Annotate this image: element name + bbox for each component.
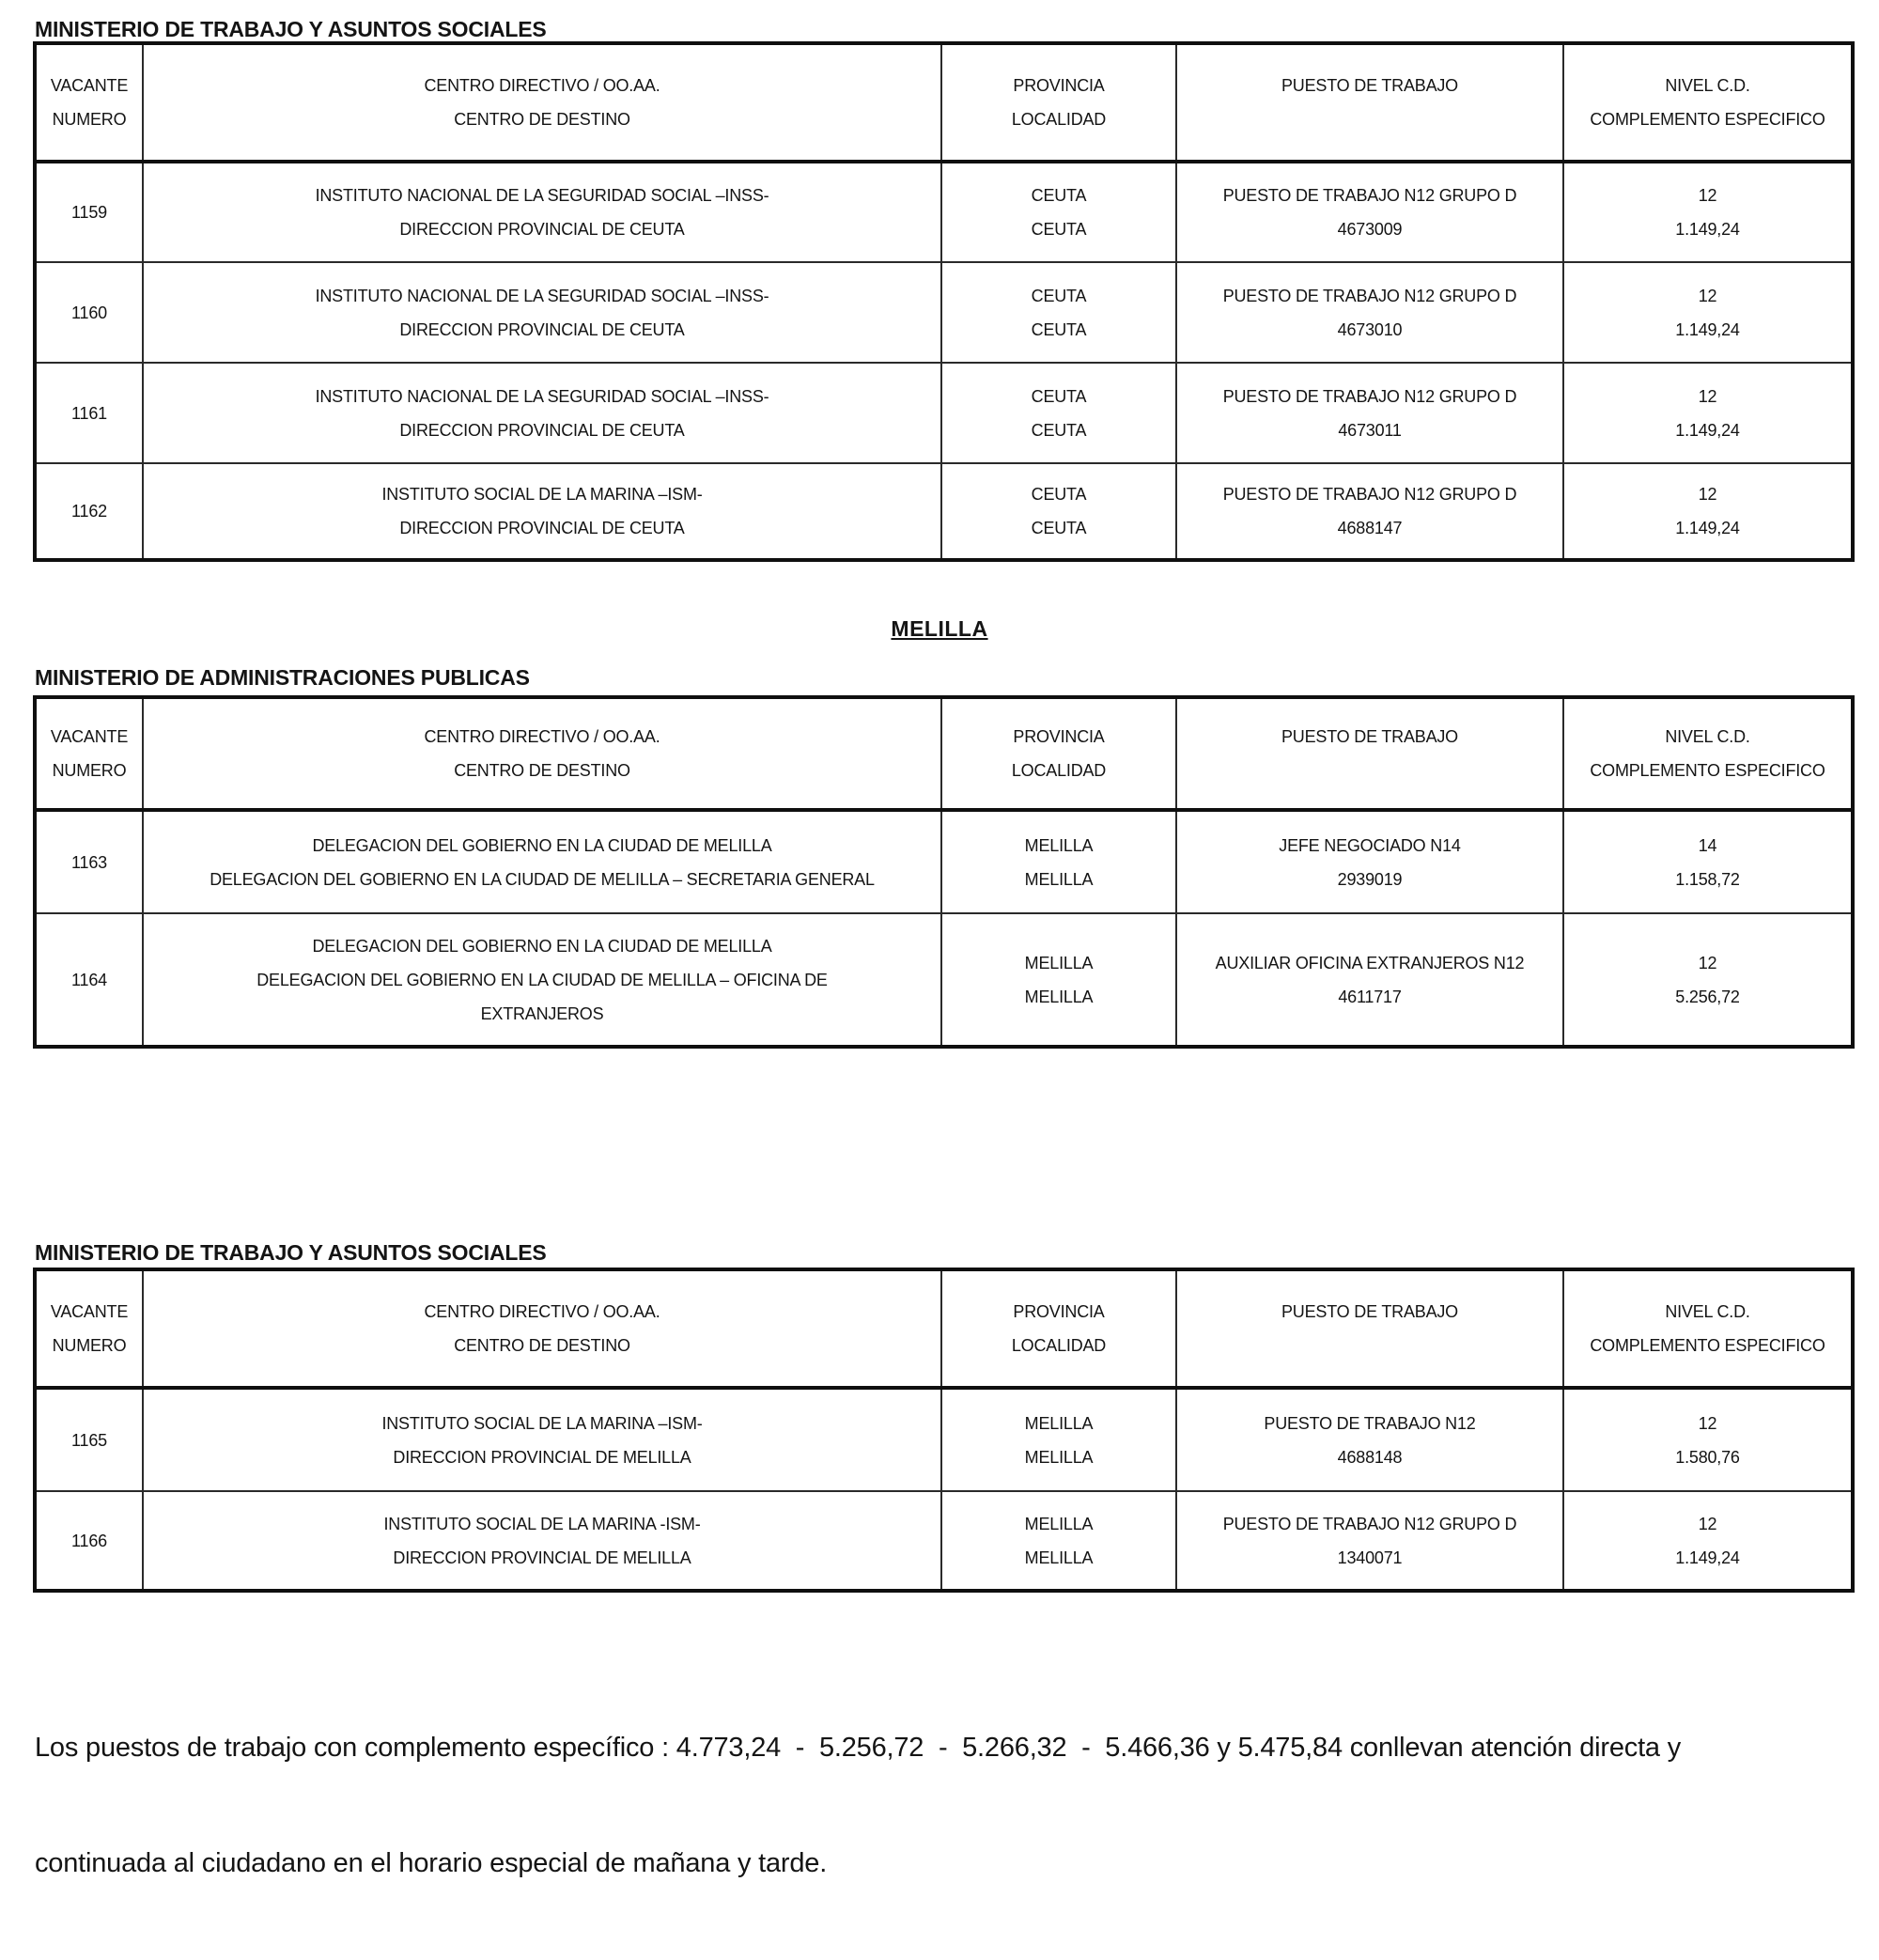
cell-line: CEUTA bbox=[1031, 186, 1087, 205]
centro-cell bbox=[143, 162, 941, 262]
cell-line: 5.256,72 bbox=[1675, 987, 1740, 1006]
vacante-number-cell bbox=[35, 162, 143, 262]
header-puesto-trabajo bbox=[1176, 43, 1563, 162]
cell-line: 1.149,24 bbox=[1675, 319, 1740, 339]
cell-line: 4673011 bbox=[1338, 420, 1402, 440]
header-provincia-localidad bbox=[941, 43, 1176, 162]
cell-line: PUESTO DE TRABAJO N12 GRUPO D bbox=[1222, 1514, 1517, 1533]
puesto-cell bbox=[1176, 262, 1563, 363]
header-line: LOCALIDAD bbox=[1011, 761, 1107, 780]
footer-note-line: continuada al ciudadano en el horario especial de mañana y tarde. bbox=[35, 1848, 828, 1878]
provincia-cell bbox=[941, 913, 1176, 1047]
cell-line: CEUTA bbox=[1031, 319, 1087, 339]
cell-line: CEUTA bbox=[1031, 420, 1087, 440]
cell-line: 1.149,24 bbox=[1675, 519, 1740, 537]
ministry-title-ceuta: MINISTERIO DE TRABAJO Y ASUNTOS SOCIALES bbox=[35, 17, 547, 41]
provincia-cell bbox=[941, 162, 1176, 262]
cell-line: MELILLA bbox=[1024, 869, 1094, 889]
cell-line: DELEGACION DEL GOBIERNO EN LA CIUDAD DE MELILLA bbox=[312, 835, 772, 855]
header-line: COMPLEMENTO ESPECIFICO bbox=[1590, 761, 1825, 780]
header-vacante-numero bbox=[35, 43, 143, 162]
centro-cell bbox=[143, 463, 941, 560]
cell-line: MELILLA bbox=[1024, 1447, 1094, 1467]
cell-line: 1.149,24 bbox=[1675, 220, 1740, 239]
cell-line: 1.149,24 bbox=[1675, 1548, 1740, 1567]
header-line: CENTRO DE DESTINO bbox=[454, 1336, 630, 1355]
cell-line: MELILLA bbox=[1024, 835, 1094, 855]
provincia-cell bbox=[941, 463, 1176, 560]
cell-line: 1.580,76 bbox=[1675, 1447, 1740, 1467]
header-centro-directivo bbox=[143, 697, 941, 810]
cell-line: DIRECCION PROVINCIAL DE MELILLA bbox=[393, 1447, 691, 1467]
cell-line: 4611717 bbox=[1338, 987, 1402, 1006]
cell-line: 4688147 bbox=[1337, 519, 1403, 537]
header-line: PUESTO DE TRABAJO bbox=[1281, 1302, 1458, 1321]
cell-line: DIRECCION PROVINCIAL DE CEUTA bbox=[399, 319, 685, 339]
vacante-number-cell bbox=[35, 1491, 143, 1591]
header-vacante-numero bbox=[35, 697, 143, 810]
cell-line: INSTITUTO NACIONAL DE LA SEGURIDAD SOCIAL –INSS- bbox=[315, 286, 769, 305]
table-row bbox=[35, 162, 1853, 262]
centro-cell bbox=[143, 1388, 941, 1491]
cell-line: 12 bbox=[1698, 1413, 1717, 1433]
ministry-title-trabajo-melilla: MINISTERIO DE TRABAJO Y ASUNTOS SOCIALES bbox=[35, 1240, 547, 1265]
cell-line: CEUTA bbox=[1031, 220, 1087, 239]
table-row bbox=[35, 1388, 1853, 1491]
header-line: LOCALIDAD bbox=[1011, 1336, 1107, 1355]
cell-line: 12 bbox=[1698, 186, 1717, 205]
vacante-number-cell bbox=[35, 1388, 143, 1491]
header-line: CENTRO DE DESTINO bbox=[454, 761, 630, 780]
provincia-cell bbox=[941, 1491, 1176, 1591]
header-line: NUMERO bbox=[52, 761, 127, 780]
footer-note bbox=[35, 1652, 1848, 1960]
header-puesto-trabajo bbox=[1176, 1269, 1563, 1388]
header-line: VACANTE bbox=[50, 76, 129, 95]
header-nivel-complemento bbox=[1563, 697, 1853, 810]
cell-line: 12 bbox=[1698, 485, 1717, 504]
cell-line: DELEGACION DEL GOBIERNO EN LA CIUDAD DE MELILLA – SECRETARIA GENERAL bbox=[210, 869, 875, 889]
cell-line: 4673009 bbox=[1337, 220, 1403, 239]
cell-line: 1159 bbox=[71, 203, 107, 222]
vacante-number-cell bbox=[35, 363, 143, 463]
puesto-cell bbox=[1176, 363, 1563, 463]
vacancy-table-administraciones bbox=[33, 695, 1855, 1049]
cell-line: 12 bbox=[1698, 953, 1717, 972]
cell-line: DIRECCION PROVINCIAL DE CEUTA bbox=[399, 220, 685, 239]
cell-line: CEUTA bbox=[1031, 485, 1087, 504]
nivel-cell bbox=[1563, 363, 1853, 463]
header-line: NIVEL C.D. bbox=[1665, 1302, 1750, 1321]
centro-cell bbox=[143, 262, 941, 363]
header-line: PROVINCIA bbox=[1013, 1302, 1105, 1321]
cell-line: PUESTO DE TRABAJO N12 GRUPO D bbox=[1222, 286, 1517, 305]
table-row bbox=[35, 463, 1853, 560]
cell-line: 1165 bbox=[71, 1430, 107, 1450]
nivel-cell bbox=[1563, 913, 1853, 1047]
table-row bbox=[35, 1491, 1853, 1591]
puesto-cell bbox=[1176, 463, 1563, 560]
nivel-cell bbox=[1563, 262, 1853, 363]
table-row bbox=[35, 262, 1853, 363]
header-line: COMPLEMENTO ESPECIFICO bbox=[1590, 110, 1825, 129]
table-header-row bbox=[35, 1269, 1853, 1388]
puesto-cell bbox=[1176, 913, 1563, 1047]
header-line: NUMERO bbox=[52, 110, 127, 129]
cell-line: 1.158,72 bbox=[1675, 869, 1740, 889]
ministry-title-administraciones: MINISTERIO DE ADMINISTRACIONES PUBLICAS bbox=[35, 665, 530, 690]
cell-line: INSTITUTO SOCIAL DE LA MARINA -ISM- bbox=[383, 1514, 701, 1533]
nivel-cell bbox=[1563, 810, 1853, 913]
cell-line: DELEGACION DEL GOBIERNO EN LA CIUDAD DE MELILLA bbox=[312, 936, 772, 956]
header-line: COMPLEMENTO ESPECIFICO bbox=[1590, 1336, 1825, 1355]
header-line: CENTRO DIRECTIVO / OO.AA. bbox=[424, 727, 660, 746]
header-line: CENTRO DE DESTINO bbox=[454, 110, 630, 129]
table-header-row bbox=[35, 43, 1853, 162]
centro-cell bbox=[143, 363, 941, 463]
header-line: PROVINCIA bbox=[1013, 727, 1105, 746]
vacante-number-cell bbox=[35, 262, 143, 363]
vacancy-table-trabajo-melilla bbox=[33, 1268, 1855, 1593]
nivel-cell bbox=[1563, 162, 1853, 262]
header-centro-directivo bbox=[143, 43, 941, 162]
cell-line: EXTRANJEROS bbox=[480, 1003, 604, 1023]
cell-line: 12 bbox=[1698, 386, 1717, 406]
cell-line: 1161 bbox=[71, 403, 107, 423]
centro-cell bbox=[143, 810, 941, 913]
cell-line: PUESTO DE TRABAJO N12 GRUPO D bbox=[1222, 186, 1517, 205]
header-vacante-numero bbox=[35, 1269, 143, 1388]
header-line: PUESTO DE TRABAJO bbox=[1281, 727, 1458, 746]
header-line: PROVINCIA bbox=[1013, 76, 1105, 95]
provincia-cell bbox=[941, 363, 1176, 463]
vacancy-table-ceuta bbox=[33, 41, 1855, 562]
header-line: PUESTO DE TRABAJO bbox=[1281, 76, 1458, 95]
cell-line: PUESTO DE TRABAJO N12 GRUPO D bbox=[1222, 386, 1517, 406]
header-line: LOCALIDAD bbox=[1011, 110, 1107, 129]
puesto-cell bbox=[1176, 1491, 1563, 1591]
header-line: NUMERO bbox=[52, 1336, 127, 1355]
cell-line: 1162 bbox=[71, 502, 107, 521]
puesto-cell bbox=[1176, 1388, 1563, 1491]
table-header-row bbox=[35, 697, 1853, 810]
header-puesto-trabajo bbox=[1176, 697, 1563, 810]
header-line: VACANTE bbox=[50, 1302, 129, 1321]
cell-line: 1160 bbox=[71, 303, 107, 322]
table-row bbox=[35, 913, 1853, 1047]
cell-line: 1340071 bbox=[1337, 1548, 1403, 1567]
provincia-cell bbox=[941, 810, 1176, 913]
cell-line: MELILLA bbox=[1024, 987, 1094, 1006]
header-line: CENTRO DIRECTIVO / OO.AA. bbox=[424, 76, 660, 95]
cell-line: MELILLA bbox=[1024, 1548, 1094, 1567]
cell-line: CEUTA bbox=[1031, 286, 1087, 305]
nivel-cell bbox=[1563, 1491, 1853, 1591]
cell-line: 2939019 bbox=[1337, 869, 1403, 889]
provincia-cell bbox=[941, 262, 1176, 363]
puesto-cell bbox=[1176, 810, 1563, 913]
header-provincia-localidad bbox=[941, 697, 1176, 810]
cell-line: INSTITUTO SOCIAL DE LA MARINA –ISM- bbox=[381, 1413, 703, 1433]
cell-line: 1163 bbox=[71, 852, 107, 872]
cell-line: CEUTA bbox=[1031, 386, 1087, 406]
centro-cell bbox=[143, 913, 941, 1047]
cell-line: INSTITUTO SOCIAL DE LA MARINA –ISM- bbox=[381, 485, 703, 504]
cell-line: JEFE NEGOCIADO N14 bbox=[1279, 835, 1461, 855]
header-line: VACANTE bbox=[50, 727, 129, 746]
cell-line: 14 bbox=[1698, 835, 1717, 855]
cell-line: 1.149,24 bbox=[1675, 420, 1740, 440]
cell-line: PUESTO DE TRABAJO N12 GRUPO D bbox=[1222, 485, 1517, 504]
header-centro-directivo bbox=[143, 1269, 941, 1388]
cell-line: MELILLA bbox=[1024, 1514, 1094, 1533]
cell-line: MELILLA bbox=[1024, 953, 1094, 972]
cell-line: 12 bbox=[1698, 286, 1717, 305]
cell-line: INSTITUTO NACIONAL DE LA SEGURIDAD SOCIAL –INSS- bbox=[315, 386, 769, 406]
vacante-number-cell bbox=[35, 463, 143, 560]
cell-line: CEUTA bbox=[1031, 519, 1087, 537]
cell-line: 4688148 bbox=[1337, 1447, 1403, 1467]
spacer-line bbox=[1181, 1329, 1559, 1362]
provincia-cell bbox=[941, 1388, 1176, 1491]
header-provincia-localidad bbox=[941, 1269, 1176, 1388]
header-line: NIVEL C.D. bbox=[1665, 76, 1750, 95]
city-heading: MELILLA bbox=[891, 616, 988, 641]
cell-line: DIRECCION PROVINCIAL DE MELILLA bbox=[393, 1548, 691, 1567]
cell-line: 1166 bbox=[71, 1531, 107, 1550]
table-row bbox=[35, 810, 1853, 913]
cell-line: AUXILIAR OFICINA EXTRANJEROS N12 bbox=[1215, 953, 1525, 972]
footer-note-line: Los puestos de trabajo con complemento específico : 4.773,24 - 5.256,72 - 5.266,32 - 5.466,36 y 5.475,84 conllevan atención directa y bbox=[35, 1733, 1682, 1763]
spacer-line bbox=[1181, 102, 1559, 136]
cell-line: DIRECCION PROVINCIAL DE CEUTA bbox=[399, 519, 685, 537]
cell-line: DELEGACION DEL GOBIERNO EN LA CIUDAD DE MELILLA – OFICINA DE bbox=[256, 970, 828, 989]
header-nivel-complemento bbox=[1563, 43, 1853, 162]
header-nivel-complemento bbox=[1563, 1269, 1853, 1388]
cell-line: 4673010 bbox=[1337, 319, 1403, 339]
vacante-number-cell bbox=[35, 913, 143, 1047]
cell-line: PUESTO DE TRABAJO N12 bbox=[1264, 1413, 1476, 1433]
spacer-line bbox=[1181, 754, 1559, 787]
cell-line: 1164 bbox=[71, 970, 107, 989]
cell-line: 12 bbox=[1698, 1514, 1717, 1533]
nivel-cell bbox=[1563, 1388, 1853, 1491]
header-line: CENTRO DIRECTIVO / OO.AA. bbox=[424, 1302, 660, 1321]
cell-line: MELILLA bbox=[1024, 1413, 1094, 1433]
cell-line: DIRECCION PROVINCIAL DE CEUTA bbox=[399, 420, 685, 440]
vacante-number-cell bbox=[35, 810, 143, 913]
header-line: NIVEL C.D. bbox=[1665, 727, 1750, 746]
table-row bbox=[35, 363, 1853, 463]
puesto-cell bbox=[1176, 162, 1563, 262]
centro-cell bbox=[143, 1491, 941, 1591]
nivel-cell bbox=[1563, 463, 1853, 560]
cell-line: INSTITUTO NACIONAL DE LA SEGURIDAD SOCIAL –INSS- bbox=[315, 186, 769, 205]
